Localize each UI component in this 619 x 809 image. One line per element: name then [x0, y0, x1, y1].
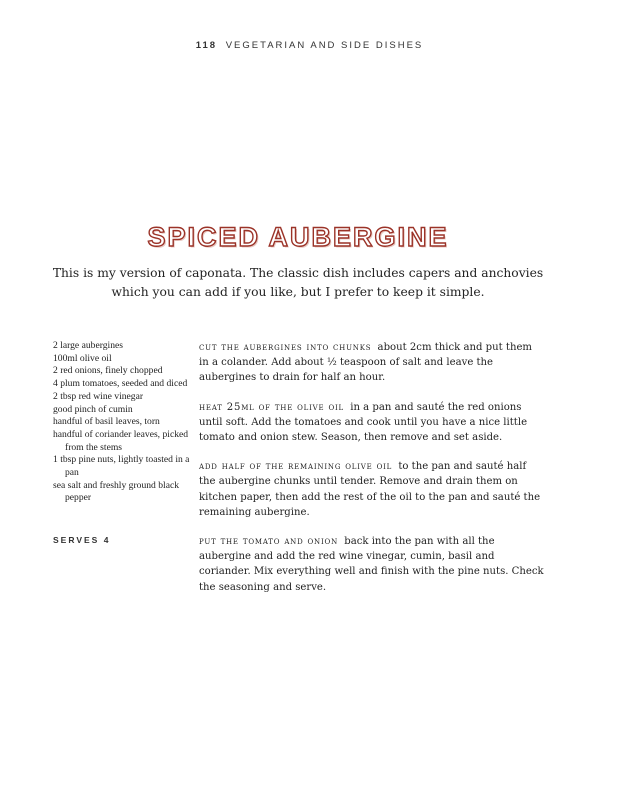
step-text: in a pan and sauté the red onions until soft. Add the tomatoes and cook until you have a nice little tomato and onion stew. Season, then remove and set aside.: [199, 401, 528, 444]
ingredient-item: 1 tbsp pine nuts, lightly toasted in a pan: [53, 454, 190, 479]
page-number: 118: [195, 40, 218, 51]
ingredient-item: 2 large aubergines: [53, 340, 123, 351]
ingredient-item: handful of coriander leaves, picked from the stems: [53, 428, 189, 453]
step-text: to the pan and sauté half the aubergine chunks until tender. Remove and drain them on kitchen paper, then add the rest of the oil to the pan and sauté the remaining aubergine.: [199, 461, 541, 518]
ingredient-item: 2 tbsp red wine vinegar: [53, 390, 144, 402]
ingredient-item: 2 red onions, finely chopped: [53, 365, 163, 377]
method-step: [199, 400, 544, 446]
step-text: back into the pan with all the aubergine and add the red wine vinegar, cumin, basil and coriander. Mix everything well and finish with the pine nuts. Check the seasoning and serve.: [199, 536, 544, 593]
ingredient-item: handful of basil leaves, torn: [53, 416, 160, 428]
step-lead: heat 25ml of the olive oil: [199, 401, 345, 413]
ingredient-item: 100ml olive oil: [53, 352, 112, 364]
ingredients-list: [53, 340, 203, 505]
recipe-intro: This is my version of caponata. The classic dish includes capers and anchovies which you can add if you like, but I prefer to keep it simple.: [52, 266, 544, 299]
method-steps: [199, 340, 544, 609]
section-title: VEGETARIAN AND SIDE DISHES: [225, 40, 424, 51]
ingredient-item: 4 plum tomatoes, seeded and diced: [53, 378, 188, 390]
method-step: [199, 340, 544, 386]
serves-label: SERVES 4: [53, 535, 111, 545]
method-step: [199, 459, 544, 520]
step-lead: put the tomato and onion: [199, 536, 339, 548]
step-lead: cut the aubergines into chunks: [199, 342, 372, 353]
step-text: about 2cm thick and put them in a colander. Add about ½ teaspoon of salt and leave the aubergines to drain for half an hour.: [199, 342, 533, 384]
step-lead: add half of the remaining olive oil: [199, 461, 393, 473]
recipe-title: SPICED AUBERGINE: [147, 222, 449, 252]
running-header: [0, 40, 619, 51]
ingredient-item: good pinch of cumin: [53, 403, 133, 415]
method-step: [199, 534, 544, 595]
ingredient-item: sea salt and freshly ground black pepper: [53, 479, 180, 504]
